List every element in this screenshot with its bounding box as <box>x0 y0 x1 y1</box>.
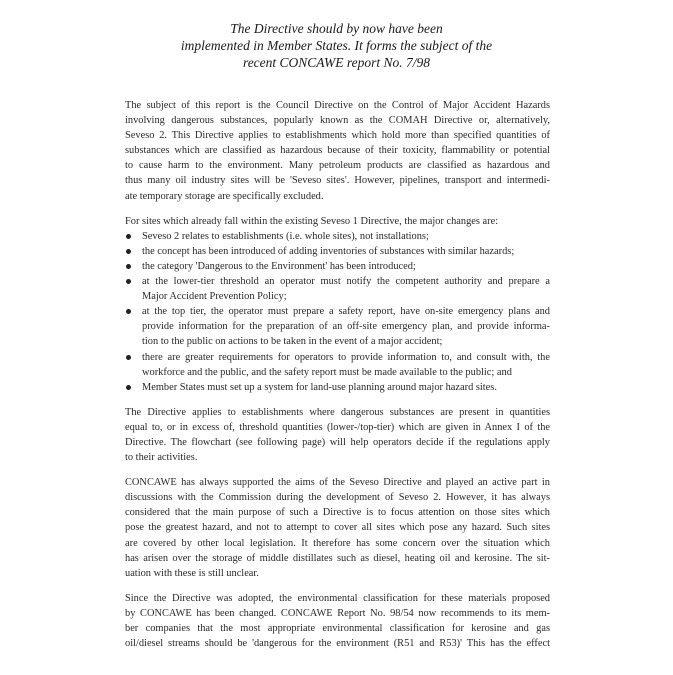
text-line: thus many oil industry sites will be 'Seveso sites'. However, pipelines, transport and intermedi- <box>125 175 550 187</box>
text-line: Major Accident Prevention Policy; <box>142 291 287 303</box>
text-line: at the lower-tier threshold an operator must notify the competent authority and prepare a <box>142 276 550 288</box>
text-line: uation with these is still unclear. <box>125 567 259 579</box>
bullet-icon <box>126 385 131 390</box>
text-line: considered that the main purpose of such a Directive is to focus attention on those sites which <box>125 507 550 519</box>
paragraph-report-subject <box>125 98 550 204</box>
bullet-item <box>125 380 550 395</box>
text-line: equal to, or in excess of, threshold quantities (lower-/top-tier) which are given in Annex I of the <box>125 421 550 433</box>
text-line: The Directive applies to establishments where dangerous substances are present in quantities <box>125 406 550 418</box>
changes-intro: For sites which already fall within the existing Seveso 1 Directive, the major changes are: <box>125 215 499 227</box>
bullet-item <box>125 259 550 274</box>
bullet-item <box>125 274 550 304</box>
text-line: there are greater requirements for operators to provide information to, and consult with, the <box>142 351 550 363</box>
text-line: pose the greatest hazard, and not to attempt to cover all sites which pose any hazard. Such sites <box>125 522 550 534</box>
text-line: Since the Directive was adopted, the environmental classification for these materials proposed <box>125 592 550 604</box>
bullet-icon <box>126 355 131 360</box>
text-line: at the top tier, the operator must prepare a safety report, have on-site emergency plans and <box>142 306 550 318</box>
bullet-icon <box>126 309 131 314</box>
text-line: Member States must set up a system for land-use planning around major hazard sites. <box>142 381 497 393</box>
heading-line: The Directive should by now have been <box>230 21 443 36</box>
paragraph-concawe-position <box>125 475 550 581</box>
text-line: involving dangerous substances, popularly known as the COMAH Directive or, alternatively, <box>125 115 550 127</box>
text-line: workforce and the public, and the safety report must be made available to the public; and <box>142 366 512 378</box>
bullet-item <box>125 304 550 349</box>
text-line: the concept has been introduced of adding inventories of substances with similar hazards; <box>142 245 515 257</box>
text-line: ber companies that the most appropriate environmental classification for kerosine and gas <box>125 623 550 634</box>
text-line: the category 'Dangerous to the Environment' has been introduced; <box>142 260 416 272</box>
bullet-item <box>125 229 550 244</box>
text-line: ate temporary storage are specifically excluded. <box>125 190 324 202</box>
text-line: tion to the public on actions to be taken in the event of a major accident; <box>142 336 443 348</box>
text-line: substances which are classified as hazardous because of their toxicity, flammability or potential <box>125 145 550 157</box>
text-line: CONCAWE has always supported the aims of the Seveso Directive and played an active part in <box>125 477 550 489</box>
text-line: discussions with the Commission during the development of Seveso 2. However, it has always <box>125 492 550 504</box>
text-line: to their activities. <box>125 452 198 464</box>
paragraph-directive-applies <box>125 405 550 465</box>
text-line: by CONCAWE has been changed. CONCAWE Report No. 98/54 now recommends to its mem- <box>125 607 550 619</box>
heading-line: implemented in Member States. It forms the subject of the <box>180 38 493 53</box>
bullet-icon <box>126 249 131 254</box>
body-text <box>125 98 550 651</box>
text-line: Seveso 2. This Directive applies to establishments which hold more than specified quantities of <box>125 130 550 142</box>
bullet-icon <box>126 279 131 284</box>
text-line: oil/diesel streams should be 'dangerous for the environment (R51 and R53)' This has the effect <box>125 638 550 650</box>
bullet-item <box>125 350 550 380</box>
text-line: provide information for the preparation of an off-site emergency plan, and provide informa- <box>142 321 550 333</box>
text-line: are covered by other local legislation. It therefore has some concern over the situation which <box>125 537 550 549</box>
heading-line: recent CONCAWE report No. 7/98 <box>242 55 431 70</box>
text-line: Seveso 2 relates to establishments (i.e. whole sites), not installations; <box>142 230 429 242</box>
pull-quote-heading <box>100 20 573 71</box>
text-line: to cause harm to the environment. Many petroleum products are classified as hazardous and <box>125 160 550 172</box>
bullet-icon <box>126 234 131 239</box>
text-line: The subject of this report is the Council Directive on the Control of Major Accident Hazards <box>125 100 550 111</box>
bullet-item <box>125 244 550 259</box>
paragraph-major-changes <box>125 214 550 395</box>
text-line: has arisen over the storage of middle distillates such as diesel, heating oil and kerosine. The sit- <box>125 552 550 564</box>
text-line: Directive. The flowchart (see following page) will help operators decide if the regulations apply <box>125 436 550 448</box>
bullet-icon <box>126 264 131 269</box>
paragraph-classification-change <box>125 591 550 651</box>
